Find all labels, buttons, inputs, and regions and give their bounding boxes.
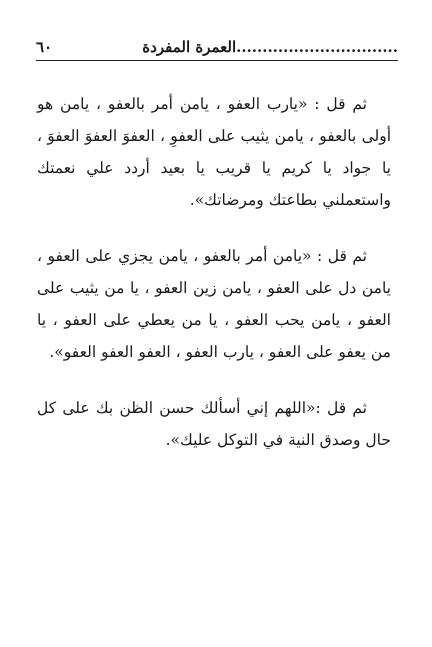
paragraph-2: ثم قل : «يامن أمر بالعفو ، يامن يجزي على العفو ، يامن دل على العفو ، يامن زين العفو ، يا من يثيب على العفو ، يامن يحب العفو ، يا من يعطي على العفو ، يا من يعفو على العفو ، يارب العفو ، العفو العفو العفو». <box>37 247 391 361</box>
page-body <box>37 88 391 480</box>
page-header <box>36 28 398 61</box>
running-title: ...............................العمرة المفردة <box>142 38 398 56</box>
page-number: ٦٠ <box>36 38 53 56</box>
paragraph-3: ثم قل :«اللهم إني أسألك حسن الظن بك على كل حال وصدق النية في التوكل عليك». <box>37 399 391 449</box>
paragraph-1: ثم قل : «يارب العفو ، يامن أمر بالعفو ، يامن هو أولى بالعفو ، يامن يثيب على العفوِ ، العفوَ العفوَ العفوَ ، يا جواد يا كريم يا قريب يا بعيد أردد علي نعمتك واستعملني بطاعتك ومرضاتك». <box>37 95 391 209</box>
